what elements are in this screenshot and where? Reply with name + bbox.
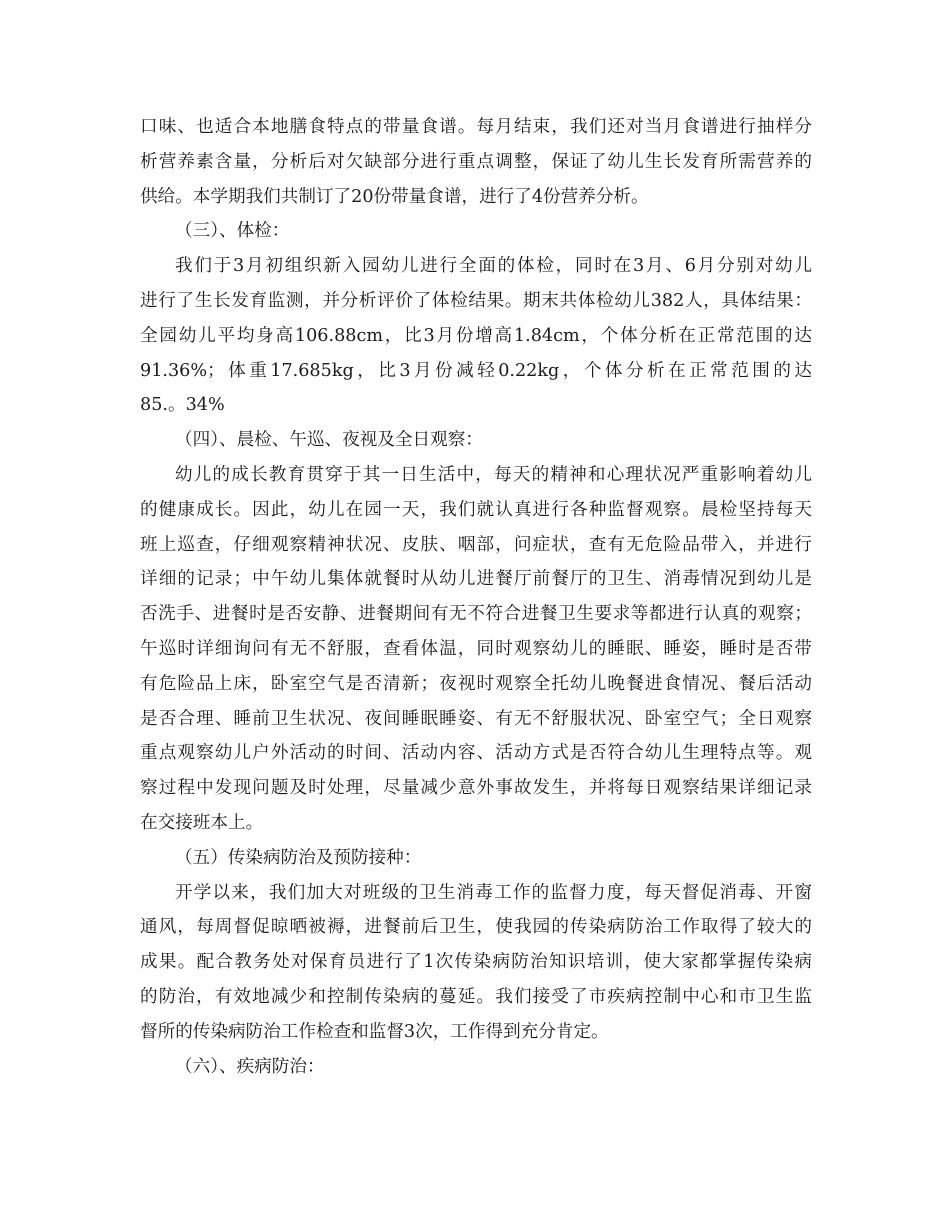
section-heading-illness-prevention: （六）、疾病防治： xyxy=(175,1056,325,1077)
paragraph-line: 察过程中发现问题及时处理，尽量减少意外事故发生，并将每日观察结果详细记录 xyxy=(140,778,812,799)
section-heading-disease-prevention: （五）传染病防治及预防接种： xyxy=(175,847,422,868)
paragraph-line: 班上巡查，仔细观察精神状况、皮肤、咽部，问症状，查有无危险品带入，并进行 xyxy=(140,534,812,555)
paragraph-line: 幼儿的成长教育贯穿于其一日生活中，每天的精神和心理状况严重影响着幼儿 xyxy=(175,464,812,485)
paragraph-line: 详细的记录；中午幼儿集体就餐时从幼儿进餐厅前餐厅的卫生、消毒情况到幼儿是 xyxy=(140,569,812,590)
section-heading-observation: （四）、晨检、午巡、夜视及全日观察： xyxy=(175,430,483,451)
paragraph-line: 全园幼儿平均身高106.88cm，比3月份增高1.84cm，个体分析在正常范围的达 xyxy=(140,325,812,346)
paragraph-line: 成果。配合教务处对保育员进行了1次传染病防治知识培训，使大家都掌握传染病 xyxy=(140,952,812,973)
paragraph-line: 是否合理、睡前卫生状况、夜间睡眠睡姿、有无不舒服状况、卧室空气；全日观察 xyxy=(140,708,812,729)
paragraph-line: 口味、也适合本地膳食特点的带量食谱。每月结束，我们还对当月食谱进行抽样分 xyxy=(140,117,812,137)
paragraph-line: 督所的传染病防治工作检查和监督3次，工作得到充分肯定。 xyxy=(140,1021,609,1042)
paragraph-line: 开学以来，我们加大对班级的卫生消毒工作的监督力度，每天督促消毒、开窗 xyxy=(175,882,812,903)
paragraph-line: 我们于3月初组织新入园幼儿进行全面的体检，同时在3月、6月分别对幼儿 xyxy=(175,256,812,277)
document-body xyxy=(140,110,812,1084)
paragraph-line: 85.。34% xyxy=(140,395,225,416)
paragraph-line: 析营养素含量，分析后对欠缺部分进行重点调整，保证了幼儿生长发育所需营养的 xyxy=(140,151,812,172)
paragraph-line: 有危险品上床，卧室空气是否清新；夜视时观察全托幼儿晚餐进食情况、餐后活动 xyxy=(140,673,812,694)
paragraph-line: 午巡时详细询问有无不舒服，查看体温，同时观察幼儿的睡眠、睡姿，睡时是否带 xyxy=(140,638,812,659)
paragraph-line: 91.36%；体重17.685kg，比3月份减轻0.22kg，个体分析在正常范围的达 xyxy=(140,360,812,381)
paragraph-line: 通风，每周督促晾晒被褥，进餐前后卫生，使我园的传染病防治工作取得了较大的 xyxy=(140,917,812,938)
paragraph-line: 的健康成长。因此，幼儿在园一天，我们就认真进行各种监督观察。晨检坚持每天 xyxy=(140,499,812,520)
paragraph-line: 进行了生长发育监测，并分析评价了体检结果。期末共体检幼儿382人，具体结果： xyxy=(140,290,812,311)
paragraph-line: 重点观察幼儿户外活动的时间、活动内容、活动方式是否符合幼儿生理特点等。观 xyxy=(140,743,812,764)
paragraph-line: 否洗手、进餐时是否安静、进餐期间有无不符合进餐卫生要求等都进行认真的观察； xyxy=(140,604,812,625)
paragraph-line: 在交接班本上。 xyxy=(140,812,264,833)
paragraph-line: 的防治，有效地减少和控制传染病的蔓延。我们接受了市疾病控制中心和市卫生监 xyxy=(140,986,812,1007)
section-heading-physical-exam: （三）、体检： xyxy=(175,221,290,242)
paragraph-line: 供给。本学期我们共制订了20份带量食谱，进行了4份营养分析。 xyxy=(140,186,649,207)
